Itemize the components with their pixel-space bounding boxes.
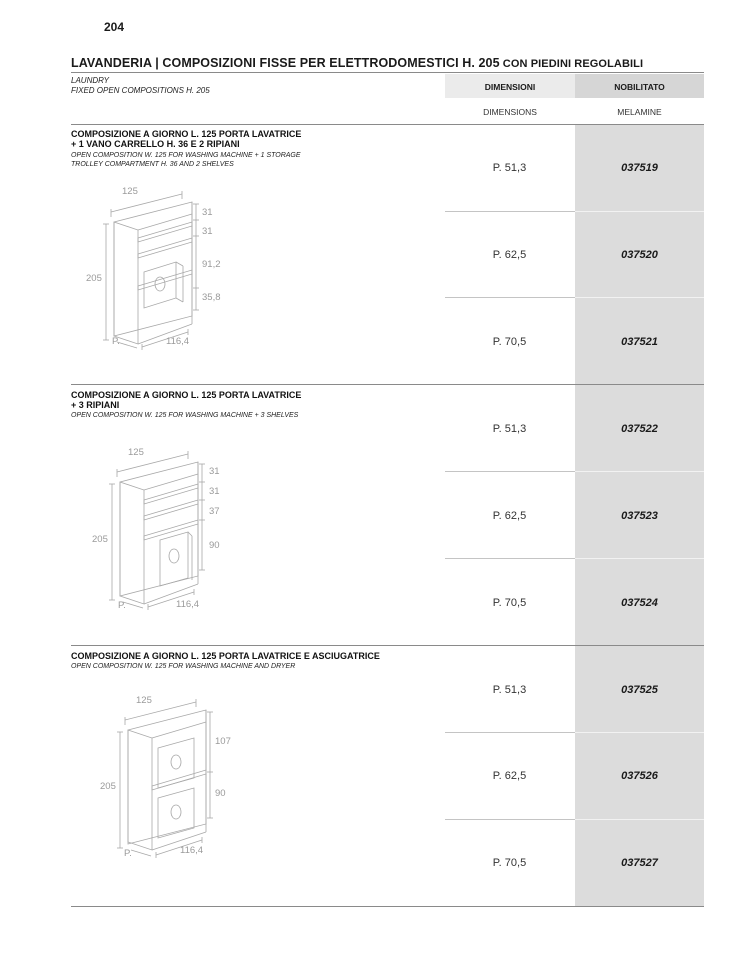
composition-1-depth-label: P. — [112, 336, 120, 347]
composition-3-row-3-code: 037527 — [621, 857, 658, 869]
row-divider — [445, 732, 704, 733]
page-number: 204 — [104, 20, 125, 34]
composition-3-depth-label: P. — [124, 848, 132, 859]
row-divider — [445, 297, 704, 298]
subtitle-line-1: LAUNDRY — [71, 76, 109, 85]
column-header-dimensioni: DIMENSIONI — [445, 74, 575, 99]
composition-1-dim-3: 91,2 — [202, 259, 221, 270]
subtitle-line-2: FIXED OPEN COMPOSITIONS H. 205 — [71, 86, 210, 95]
composition-2-title-line-2: + 3 RIPIANI — [71, 400, 120, 410]
composition-2-width-label: 125 — [128, 447, 144, 458]
composition-3-row-1-code: 037525 — [621, 684, 658, 696]
composition-1-dim-4: 35,8 — [202, 292, 221, 303]
composition-3-title — [71, 651, 380, 661]
composition-1-row-3-depth: P. 70,5 — [492, 336, 527, 348]
composition-2-row-3-code: 037524 — [621, 597, 658, 609]
bottom-rule — [71, 906, 704, 907]
composition-2-dim-1: 31 — [209, 466, 220, 477]
composition-2-height-label: 205 — [92, 534, 108, 545]
composition-3-width-label: 125 — [136, 695, 152, 706]
composition-3-height-label: 205 — [100, 781, 116, 792]
composition-1-row-2-code: 037520 — [621, 249, 658, 261]
composition-2-dim-4: 90 — [209, 540, 220, 551]
composition-2-title — [71, 390, 301, 410]
composition-1-drawing — [80, 184, 240, 354]
composition-2-subtitle-line-1: OPEN COMPOSITION W. 125 FOR WASHING MACHINE + 3 SHELVES — [71, 412, 299, 419]
column-subheader-melamine: MELAMINE — [617, 107, 662, 117]
composition-1-subtitle-line-1: OPEN COMPOSITION W. 125 FOR WASHING MACHINE + 1 STORAGE — [71, 152, 301, 159]
composition-2-row-1-code: 037522 — [621, 423, 658, 435]
page-title — [71, 56, 643, 70]
header-divider — [445, 98, 704, 99]
column-header-nobilitato: NOBILITATO — [575, 74, 704, 99]
composition-2-title-line-1: COMPOSIZIONE A GIORNO L. 125 PORTA LAVATRICE — [71, 390, 302, 400]
section-rule-2 — [71, 384, 704, 385]
composition-1-subtitle-line-2: TROLLEY COMPARTMENT H. 36 AND 2 SHELVES — [71, 161, 234, 168]
composition-2-depth-label: P. — [118, 600, 126, 611]
composition-2-dim-2: 31 — [209, 486, 220, 497]
composition-3-subtitle — [71, 662, 295, 671]
composition-2-row-2-code: 037523 — [621, 510, 658, 522]
row-divider — [445, 558, 704, 559]
composition-1-width-label: 125 — [122, 186, 138, 197]
composition-2-row-2-depth: P. 62,5 — [492, 510, 527, 522]
composition-3-row-2-code: 037526 — [621, 770, 658, 782]
title-main: LAVANDERIA | COMPOSIZIONI FISSE PER ELETTRODOMESTICI H. 205 — [71, 56, 500, 70]
composition-3-row-1-depth: P. 51,3 — [492, 684, 527, 696]
composition-3-inner-label: 116,4 — [180, 845, 204, 856]
page-subtitle — [71, 76, 210, 96]
title-sub: CON PIEDINI REGOLABILI — [499, 58, 644, 70]
row-divider — [445, 819, 704, 820]
composition-3-dim-2: 90 — [215, 788, 226, 799]
composition-3-subtitle-line-1: OPEN COMPOSITION W. 125 FOR WASHING MACHINE AND DRYER — [71, 663, 296, 670]
row-divider — [445, 471, 704, 472]
composition-2-row-1-depth: P. 51,3 — [492, 423, 527, 435]
composition-3-row-2-depth: P. 62,5 — [492, 770, 527, 782]
composition-2-dim-3: 37 — [209, 506, 220, 517]
composition-2-inner-label: 116,4 — [176, 599, 200, 610]
section-rule-1 — [71, 124, 704, 125]
composition-2-row-3-depth: P. 70,5 — [492, 597, 527, 609]
composition-3-title-line-1: COMPOSIZIONE A GIORNO L. 125 PORTA LAVATRICE E ASCIUGATRICE — [71, 651, 380, 661]
title-rule — [71, 72, 704, 73]
composition-1-height-label: 205 — [86, 273, 102, 284]
column-subheader-dimensions: DIMENSIONS — [483, 107, 537, 117]
composition-3-dim-1: 107 — [215, 736, 231, 747]
composition-1-title — [71, 129, 301, 149]
composition-1-subtitle — [71, 151, 301, 169]
composition-1-title-line-1: COMPOSIZIONE A GIORNO L. 125 PORTA LAVATRICE — [71, 129, 302, 139]
row-divider — [445, 211, 704, 212]
composition-1-dim-2: 31 — [202, 226, 213, 237]
composition-1-row-1-code: 037519 — [621, 162, 658, 174]
composition-1-row-2-depth: P. 62,5 — [492, 249, 527, 261]
composition-1-inner-label: 116,4 — [166, 336, 190, 347]
composition-1-row-3-code: 037521 — [621, 336, 658, 348]
composition-2-drawing — [86, 444, 246, 614]
composition-1-dim-1: 31 — [202, 207, 213, 218]
composition-1-title-line-2: + 1 VANO CARRELLO H. 36 E 2 RIPIANI — [71, 139, 240, 149]
composition-3-row-3-depth: P. 70,5 — [492, 857, 527, 869]
composition-3-drawing — [94, 690, 254, 862]
section-rule-3 — [71, 645, 704, 646]
composition-2-subtitle — [71, 411, 298, 420]
composition-1-row-1-depth: P. 51,3 — [492, 162, 527, 174]
